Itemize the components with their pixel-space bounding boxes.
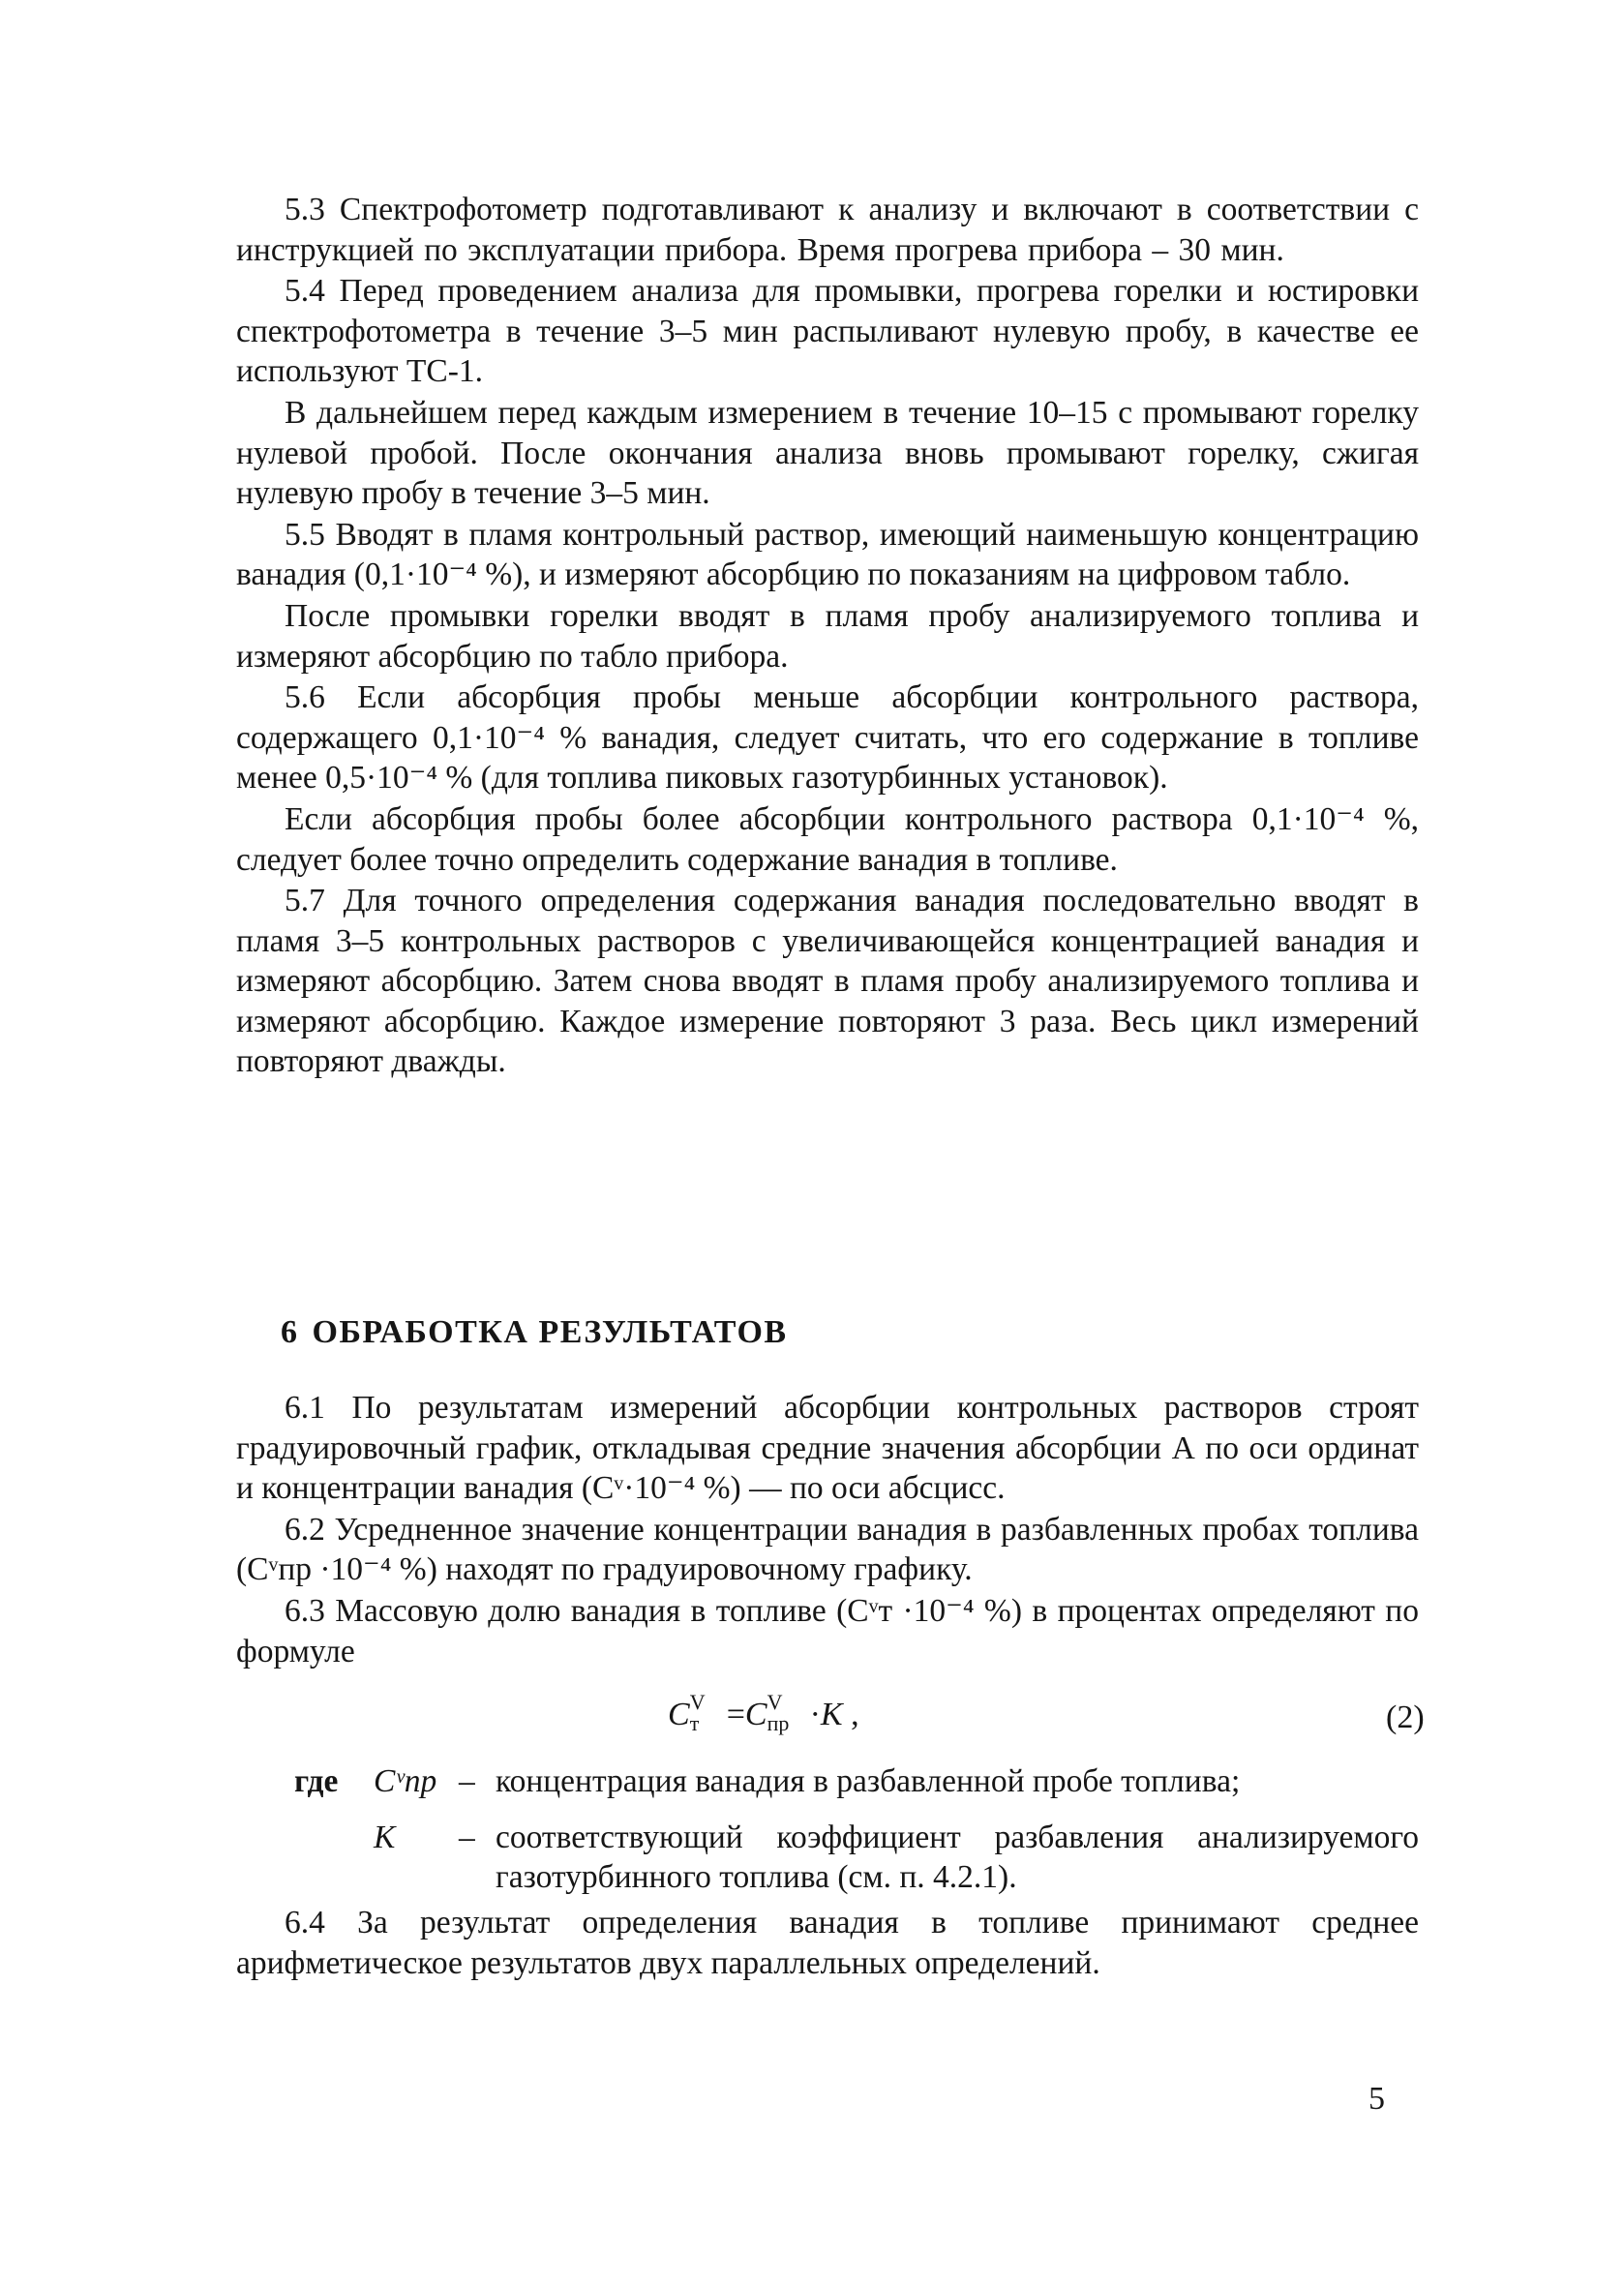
- section-6-final: [236, 1903, 1419, 1983]
- page-number: 5: [1368, 2081, 1385, 2117]
- formula-lhs-sup: V: [689, 1690, 706, 1714]
- formula-number: (2): [1386, 1699, 1425, 1735]
- formula-rhs-sup: V: [767, 1690, 783, 1714]
- section-heading: [281, 1314, 788, 1351]
- para-5-4: 5.4 Перед проведением анализа для промывки, прогрева горелки и юстировки спектрофотометра в течение 3–5 мин распыливают нулевую пробу, в качестве ее используют ТС-1.: [236, 273, 1419, 390]
- para-6-2: 6.2 Усредненное значение концентрации ванадия в разбавленных пробах топлива (Cᵛпр ·10⁻⁴ %) находят по градуировочному графику.: [236, 1511, 1419, 1588]
- legend-desc-1: концентрация ванадия в разбавленной пробе топлива;: [496, 1763, 1241, 1799]
- para-5-7: 5.7 Для точного определения содержания ванадия последовательно вводят в пламя 3–5 контрольных растворов с увеличивающейся концентрацией ванадия и измеряют абсорбцию. Затем снова вводят в пламя пробу анализируемого топлива и измеряют абсорбцию. Каждое измерение повторяют 3 раза. Весь цикл измерений повторяют дважды.: [236, 883, 1419, 1080]
- section-title: ОБРАБОТКА РЕЗУЛЬТАТОВ: [312, 1314, 788, 1350]
- legend-symbol-k: K: [374, 1820, 396, 1855]
- para-6-1: 6.1 По результатам измерений абсорбции контрольных растворов строят градуировочный график, откладывая средние значения абсорбции А по оси ординат и концентрации ванадия (Cᵛ·10⁻⁴ %) — по оси абсцисс.: [236, 1390, 1419, 1507]
- para-5-4-cont: В дальнейшем перед каждым измерением в течение 10–15 с промывают горелку нулевой пробой. После окончания анализа вновь промывают горелку, сжигая нулевую пробу в течение 3–5 мин.: [236, 394, 1419, 512]
- section-5-body: [236, 190, 1419, 1082]
- formula-k: K: [820, 1697, 843, 1732]
- legend-where: где: [294, 1763, 339, 1799]
- legend-desc-2: соответствующий коэффициент разбавления анализируемого газотурбинного топлива (см. п. 4.2.1).: [496, 1820, 1419, 1895]
- formula-equals: =: [726, 1697, 745, 1732]
- para-6-3: 6.3 Массовую долю ванадия в топливе (Cᵛт ·10⁻⁴ %) в процентах определяют по формуле: [236, 1592, 1419, 1669]
- formula-mult: ·: [809, 1697, 821, 1732]
- legend-dash-2: –: [459, 1820, 475, 1855]
- para-5-6: 5.6 Если абсорбция пробы меньше абсорбции контрольного раствора, содержащего 0,1·10⁻⁴ % ванадия, следует считать, что его содержание в топливе менее 0,5·10⁻⁴ % (для топлива пиковых газотурбинных установок).: [236, 679, 1419, 797]
- section-6-body: [236, 1388, 1419, 1671]
- formula-rhs-sub: пр: [767, 1711, 790, 1735]
- formula-tail: ,: [842, 1697, 859, 1732]
- legend-symbol-cpr: Cᵛпр: [374, 1763, 437, 1799]
- section-number: 6: [281, 1314, 299, 1350]
- para-6-4: 6.4 За результат определения ванадия в топливе принимают среднее арифметическое результатов двух параллельных определений.: [236, 1905, 1419, 1981]
- formula-rhs-var: C: [744, 1697, 767, 1732]
- para-5-6-cont: Если абсорбция пробы более абсорбции контрольного раствора 0,1·10⁻⁴ %, следует более точно определить содержание ванадия в топливе.: [236, 800, 1419, 878]
- para-5-5: 5.5 Вводят в пламя контрольный раствор, имеющий наименьшую концентрацию ванадия (0,1·10⁻⁴ %), и измеряют абсорбцию по показаниям на цифровом табло.: [236, 516, 1419, 593]
- formula-2: [668, 1690, 859, 1735]
- para-5-3: 5.3 Спектрофотометр подготавливают к анализу и включают в соответствии с инструкцией по эксплуатации прибора. Время прогрева прибора – 30 мин.: [236, 192, 1419, 268]
- formula-lhs-sub: т: [689, 1711, 700, 1735]
- para-5-5-cont: После промывки горелки вводят в пламя пробу анализируемого топлива и измеряют абсорбцию по табло прибора.: [236, 597, 1419, 675]
- formula-lhs-var: C: [668, 1697, 690, 1732]
- legend-dash-1: –: [459, 1763, 475, 1799]
